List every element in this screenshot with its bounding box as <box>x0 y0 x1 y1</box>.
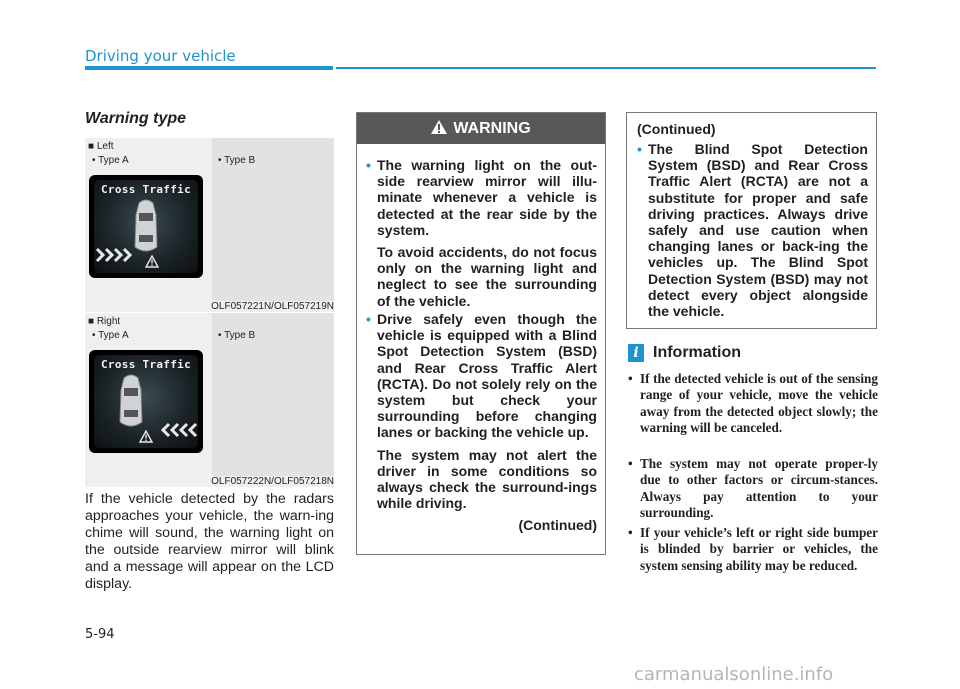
continued-bullet: • The Blind Spot Detection System (BSD) and Rear Cross Traffic Alert (RCTA) are not a substitute for proper and safe driving practices. Always drive safely and use caution when changing lanes or back-ing the vehicles up. The Blind Spot Detection System (BSD) may not detect every object alongside the vehicle. <box>637 141 868 320</box>
info-item-text: If your vehicle’s left or right side bumper is blinded by barrier or vehicles, the system sensing ability may be reduced. <box>640 525 878 573</box>
lcd-display-left <box>89 175 203 278</box>
warning-heading: WARNING <box>453 120 531 137</box>
figure-right-title: ■ Right <box>88 316 121 327</box>
type-a-label: • Type A <box>92 155 129 166</box>
lcd-message: Cross Traffic <box>101 183 191 196</box>
info-icon: i <box>628 344 644 362</box>
figure-left <box>85 138 334 312</box>
continued-heading: (Continued) <box>637 121 716 137</box>
page-number: 5-94 <box>85 627 115 642</box>
info-item: • The system may not operate proper-ly due to other factors or circum-stances. Always pay attention to your surrounding. <box>628 456 878 520</box>
info-item: • If the detected vehicle is out of the sensing range of your vehicle, move the vehicle away from the detected object slowly; the warning will be canceled. <box>628 371 878 435</box>
warning-bullet-1: • The warning light on the out-side rearview mirror will illu-minate whenever a vehicle is detected at the rear side by the system. To avoid accidents, do not focus only on the warning light and neglect to see the surrounding of the vehicle. <box>366 157 597 309</box>
section-title: Warning type <box>85 110 187 127</box>
body-paragraph: If the vehicle detected by the radars approaches your vehicle, the warn-ing chime will sound, the warning light on the outside rearview mirror will blink and a message will appear on the LCD display. <box>85 491 334 592</box>
type-b-label: • Type B <box>218 330 256 341</box>
warning-triangle-icon <box>431 120 447 134</box>
header-rule-thin <box>336 67 876 69</box>
figure-left-title: ■ Left <box>88 141 114 152</box>
information-title: Information <box>653 344 741 361</box>
type-a-label: • Type A <box>92 330 129 341</box>
warning-text-2: Drive safely even though the vehicle is equipped with a Blind Spot Detection System (BSD) and Rear Cross Traffic Alert (RCTA). Do not solely rely on the system but check your surrounding before changing lanes or backing the vehicle up. <box>377 311 597 441</box>
watermark: carmanualsonline.info <box>634 664 834 685</box>
lcd-display-right <box>89 350 203 453</box>
info-item: • If your vehicle’s left or right side bumper is blinded by barrier or vehicles, the system sensing ability may be reduced. <box>628 525 878 573</box>
warning-header <box>357 113 605 144</box>
continued-text: The Blind Spot Detection System (BSD) and Rear Cross Traffic Alert (RCTA) are not a substitute for proper and safe driving practices. Always drive safely and use caution when changing lanes or back-ing the vehicles up. The Blind Spot Detection System (BSD) may not detect every object alongside the vehicle. <box>648 141 868 320</box>
warning-bullet-2: • Drive safely even though the vehicle is equipped with a Blind Spot Detection System (BSD) and Rear Cross Traffic Alert (RCTA). Do not solely rely on the system but check your surrounding before changing lanes or backing the vehicle up. The system may not alert the driver in some conditions so always check the surround-ings while driving. (Continued) <box>366 311 597 534</box>
warning-text-2b: The system may not alert the driver in some conditions so always check the surround-ings while driving. <box>377 446 597 512</box>
type-b-label: • Type B <box>218 155 256 166</box>
figure-right <box>85 313 334 487</box>
section-header: Driving your vehicle <box>85 47 236 65</box>
figure-code: OLF057221N/OLF057219N <box>211 301 334 312</box>
warning-text-1: The warning light on the out-side rearview mirror will illu-minate whenever a vehicle is detected at the rear side by the system. <box>377 157 597 238</box>
lcd-message: Cross Traffic <box>101 358 191 371</box>
warning-continued: (Continued) <box>518 517 597 534</box>
info-item-text: If the detected vehicle is out of the sensing range of your vehicle, move the vehicle away from the detected object slowly; the warning will be canceled. <box>640 371 878 435</box>
info-item-text: The system may not operate proper-ly due to other factors or circum-stances. Always pay attention to your surrounding. <box>640 456 878 520</box>
header-rule-thick <box>85 66 333 70</box>
figure-code: OLF057222N/OLF057218N <box>211 476 334 487</box>
warning-text-1b: To avoid accidents, do not focus only on the warning light and neglect to see the surrounding of the vehicle. <box>377 244 597 309</box>
warning-triangle-icon <box>139 430 153 443</box>
warning-triangle-icon <box>145 255 159 268</box>
